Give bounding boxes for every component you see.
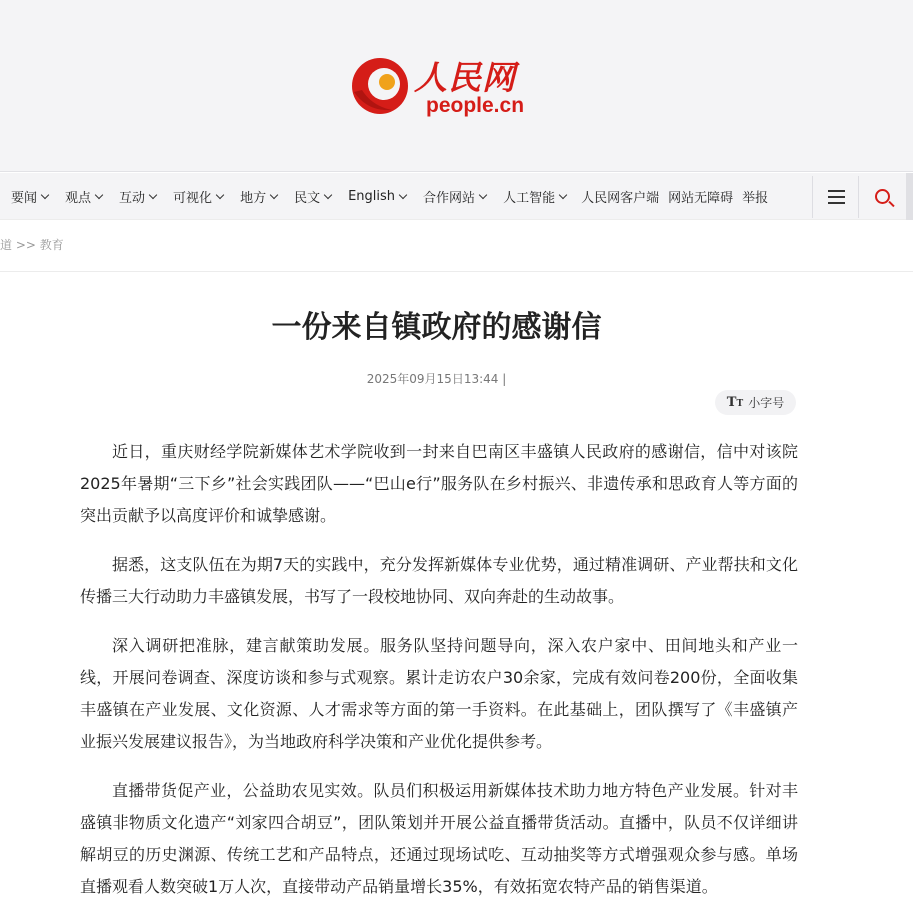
article-datetime: 2025年09月15日13:44 | bbox=[366, 372, 507, 386]
nav-item-label: 互动 bbox=[119, 191, 146, 206]
nav-item-label: 人工智能 bbox=[503, 191, 556, 206]
nav-item[interactable] bbox=[348, 189, 406, 204]
nav-item-label: 民文 bbox=[294, 191, 321, 206]
logo-text-en: people.cn bbox=[426, 94, 525, 117]
logo-emblem-icon bbox=[348, 54, 412, 118]
nav-item-label: English bbox=[348, 189, 396, 204]
chevron-down-icon bbox=[324, 190, 332, 198]
nav-items bbox=[0, 173, 768, 220]
breadcrumb bbox=[0, 236, 64, 253]
nav-item[interactable] bbox=[423, 187, 486, 206]
nav-item-label: 观点 bbox=[65, 191, 92, 206]
font-size-label: 小字号 bbox=[748, 396, 785, 410]
search-button[interactable] bbox=[859, 173, 905, 220]
article-paragraph: 直播带货促产业，公益助农见实效。队员们积极运用新媒体技术助力地方特色产业发展。针对丰盛镇非物质文化遗产“刘家四合胡豆”，团队策划并开展公益直播带货活动。直播中，队员不仅详细讲解胡豆的历史渊源、传统工艺和产品特点，还通过现场试吃、互动抽奖等方式增强观众参与感。单场直播观看人数突破1万人次，直接带动产品销量增长35%，有效拓宽农特产品的销售渠道。 bbox=[80, 781, 798, 896]
nav-item[interactable] bbox=[11, 187, 48, 206]
font-size-icon: TT bbox=[726, 395, 744, 410]
nav-item-label: 举报 bbox=[742, 191, 769, 206]
breadcrumb-separator: >> bbox=[15, 238, 36, 252]
nav-item[interactable] bbox=[119, 187, 156, 206]
nav-item-label: 合作网站 bbox=[423, 191, 476, 206]
chevron-down-icon bbox=[95, 190, 103, 198]
nav-item-label: 地方 bbox=[240, 191, 267, 206]
nav-item[interactable] bbox=[581, 187, 659, 206]
menu-icon bbox=[828, 190, 845, 204]
article-body bbox=[80, 436, 798, 901]
article-paragraph: 近日，重庆财经学院新媒体艺术学院收到一封来自巴南区丰盛镇人民政府的感谢信，信中对该院2025年暑期“三下乡”社会实践团队——“巴山e行”服务队在乡村振兴、非遗传承和思政育人等方面的突出贡献予以高度评价和诚挚感谢。 bbox=[80, 442, 798, 525]
font-size-toggle[interactable] bbox=[715, 390, 796, 415]
breadcrumb-current[interactable]: 教育 bbox=[39, 238, 64, 252]
nav-item[interactable] bbox=[240, 187, 277, 206]
chevron-down-icon bbox=[41, 190, 49, 198]
nav-item[interactable] bbox=[668, 187, 733, 206]
nav-divider bbox=[812, 176, 813, 218]
nav-item-label: 可视化 bbox=[173, 191, 213, 206]
chevron-down-icon bbox=[559, 190, 567, 198]
logo-text-cn: 人民网 bbox=[414, 58, 516, 97]
nav-item[interactable] bbox=[742, 187, 768, 206]
chevron-down-icon bbox=[216, 190, 224, 198]
nav-item[interactable] bbox=[503, 187, 566, 206]
nav-item[interactable] bbox=[173, 187, 223, 206]
article-title: 一份来自镇政府的感谢信 bbox=[271, 310, 602, 345]
breadcrumb-prev[interactable]: 道 bbox=[0, 238, 13, 252]
chevron-down-icon bbox=[399, 190, 407, 198]
chevron-down-icon bbox=[270, 190, 278, 198]
site-header bbox=[0, 0, 913, 172]
breadcrumb-divider bbox=[0, 271, 913, 272]
nav-item-label: 网站无障碍 bbox=[668, 191, 734, 206]
article-paragraph: 据悉，这支队伍在为期7天的实践中，充分发挥新媒体专业优势，通过精准调研、产业帮扶和文化传播三大行动助力丰盛镇发展，书写了一段校地协同、双向奔赴的生动故事。 bbox=[80, 555, 798, 606]
nav-item-label: 人民网客户端 bbox=[581, 191, 660, 206]
nav-item[interactable] bbox=[294, 187, 331, 206]
menu-button[interactable] bbox=[814, 173, 858, 220]
nav-edge bbox=[906, 173, 913, 220]
nav-item-label: 要闻 bbox=[11, 191, 38, 206]
chevron-down-icon bbox=[149, 190, 157, 198]
people-cn-logo[interactable] bbox=[348, 50, 528, 120]
chevron-down-icon bbox=[479, 190, 487, 198]
article-paragraph: 深入调研把准脉，建言献策助发展。服务队坚持问题导向，深入农户家中、田间地头和产业一线，开展问卷调查、深度访谈和参与式观察。累计走访农户30余家，完成有效问卷200份，全面收集丰盛镇在产业发展、文化资源、人才需求等方面的第一手资料。在此基础上，团队撰写了《丰盛镇产业振兴发展建议报告》，为当地政府科学决策和产业优化提供参考。 bbox=[80, 636, 798, 751]
main-nav bbox=[0, 173, 913, 220]
search-icon bbox=[875, 189, 890, 204]
nav-item[interactable] bbox=[65, 187, 102, 206]
